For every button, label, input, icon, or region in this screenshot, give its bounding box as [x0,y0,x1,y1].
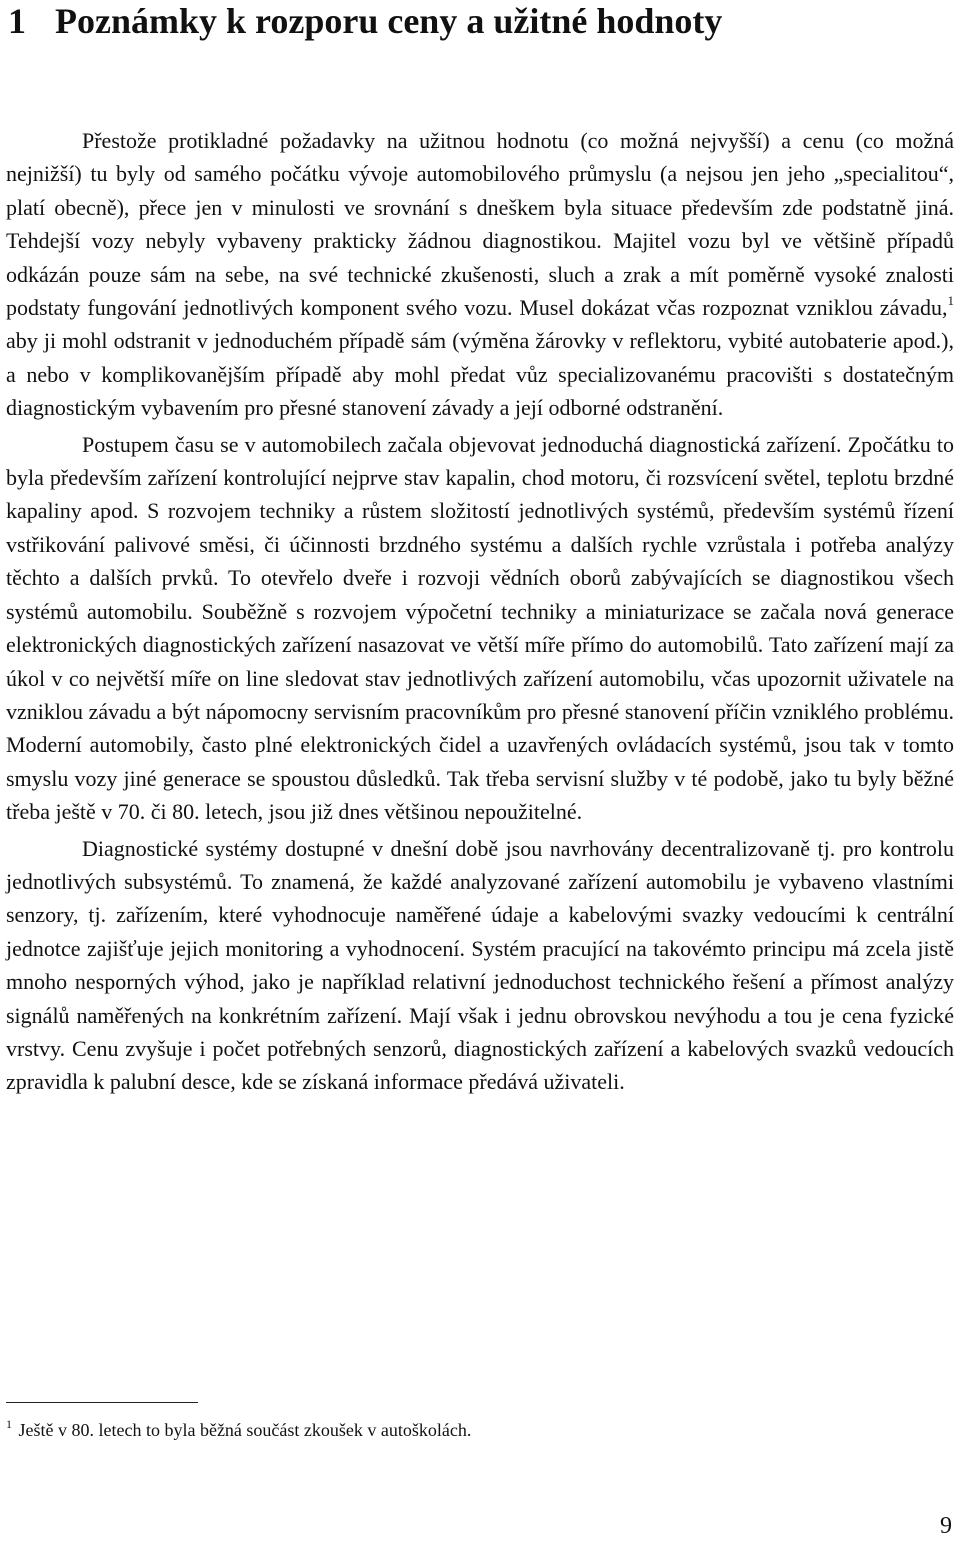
chapter-number: 1 [8,1,26,41]
chapter-title: Poznámky k rozporu ceny a užitné hodnoty [55,1,723,41]
footnote-reference[interactable]: 1 [947,293,954,309]
paragraph-1-text-a: Přestože protikladné požadavky na užitnou hodnotu (co možná nejvyšší) a cenu (co možná nejnižší) tu byly od samého počátku vývoje automobilového průmyslu (a nejsou jen jeho „specialitou“, platí obecně), přece jen v minulosti ve srovnání s dneškem byla situace především zde podstatně jiná. Tehdejší vozy nebyly vybaveny prakticky žádnou diagnostikou. Majitel vozu byl ve většině případů odkázán pouze sám na sebe, na své technické zkušenosti, sluch a zrak a mít poměrně vysoké znalosti podstaty fungování jednotlivých komponent svého vozu. Musel dokázat včas rozpoznat vzniklou závadu, [6,128,954,321]
body-text [6,124,954,1099]
paragraph-1 [6,124,954,425]
footnote-text: Ještě v 80. letech to byla běžná součást zkoušek v autoškolách. [14,1420,472,1440]
paragraph-3: Diagnostické systémy dostupné v dnešní době jsou navrhovány decentralizovaně tj. pro kontrolu jednotlivých subsystémů. To znamená, že každé analyzované zařízení automobilu je vybaveno vlastními senzory, tj. zařízením, které vyhodnocuje naměřené údaje a kabelovými svazky vedoucími k centrální jednotce zajišťuje jejich monitoring a vyhodnocení. Systém pracující na takovémto principu má zcela jistě mnoho nesporných výhod, jako je například relativní jednoduchost technického řešení a přímost analýzy signálů naměřených na konkrétním zařízení. Mají však i jednu obrovskou nevýhodu a tou je cena fyzické vrstvy. Cenu zvyšuje i počet potřebných senzorů, diagnostických zařízení a kabelových svazků vedoucích zpravidla k palubní desce, kde se získaná informace předává uživateli. [6,835,954,1095]
page-number: 9 [940,1513,952,1539]
paragraph-2: Postupem času se v automobilech začala objevovat jednoduchá diagnostická zařízení. Zpočátku to byla především zařízení kontrolující nejprve stav kapalin, chod motoru, či rozsvícení světel, teplotu brzdné kapaliny apod. S rozvojem techniky a růstem složitostí jednotlivých systémů, především systémů řízení vstřikování palivové směsi, či účinnosti brzdného systému a dalších rychle vzrůstala i potřeba analýzy těchto a dalších prvků. To otevřelo dveře i rozvoji vědních oborů zabývajících se diagnostikou všech systémů automobilu. Souběžně s rozvojem výpočetní techniky a miniaturizace se začala nová generace elektronických diagnostických zařízení nasazovat ve větší míře přímo do automobilů. Tato zařízení mají za úkol v co největší míře on line sledovat stav jednotlivých zařízení automobilu, včas upozornit uživatele na vzniklou závadu a být nápomocny servisním pracovníkům pro přesné stanovení příčin vzniklého problému. Moderní automobily, často plné elektronických čidel a uzavřených ovládacích systémů, jsou tak v tomto smyslu vozy jiné generace se spoustou důsledků. Tak třeba servisní služby v té podobě, jako tu byly běžné třeba ještě v 70. či 80. letech, jsou již dnes většinou nepoužitelné. [6,431,954,825]
footnote-mark: 1 [6,1417,12,1431]
paragraph-1-text-b: aby ji mohl odstranit v jednoduchém případě sám (výměna žárovky v reflektoru, vybité autobaterie apod.), a nebo v komplikovanějším případě aby mohl předat vůz specializovanému pracovišti s dostatečným diagnostickým vybavením pro přesné stanovení závady a její odborné odstranění. [6,328,954,421]
footnote-separator [6,1402,198,1403]
chapter-heading [8,0,722,42]
footnote [6,1418,471,1442]
